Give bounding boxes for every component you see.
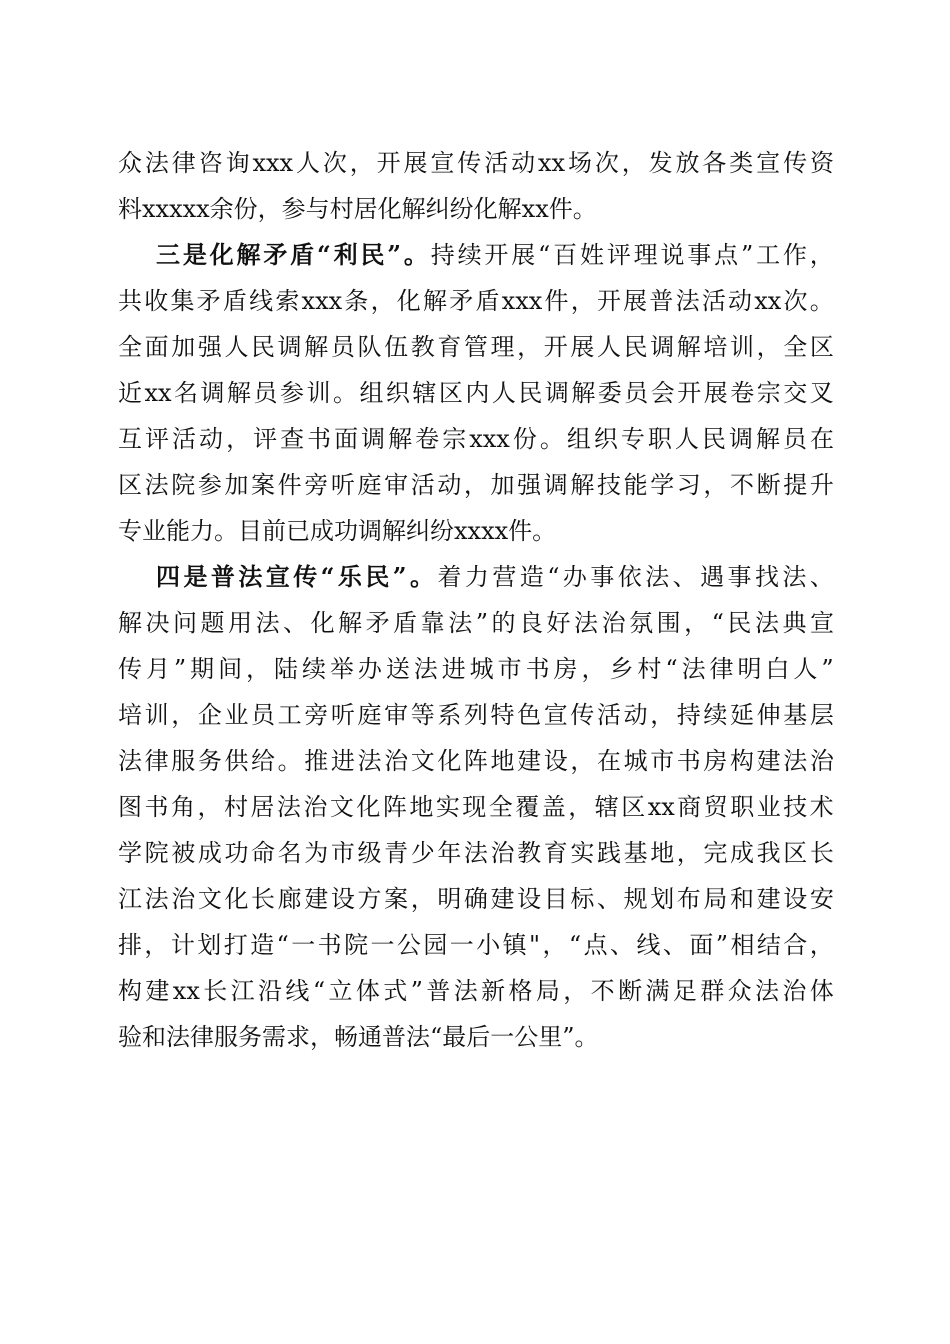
paragraph-1 (118, 140, 834, 232)
text-line: 法 律 服 务 供 给 。 推 进 法 治 文 化 阵 地 建 设 ， 在 城 市 书 房 构 建 法 治 (118, 747, 834, 775)
text-line: 解 决 问 题 用 法 、 化 解 矛 盾 靠 法 ” 的 良 好 法 治 氛 围 ， “ 民 法 典 宣 (118, 609, 834, 637)
text-line: 图 书 角 ， 村 居 法 治 文 化 阵 地 实 现 全 覆 盖 ， 辖 区 xx 商 贸 职 业 技 术 (118, 793, 834, 821)
text-line: 排 ， 计 划 打 造 “ 一 书 院 一 公 园 一 小 镇 " ， “ 点 、 线 、 面 ” 相 结 合 ， (118, 931, 834, 959)
text-line-first: 四 是 普 法 宣 传 “ 乐 民 ” 。 着 力 营 造 “ 办 事 依 法 、 遇 事 找 法 、 (156, 562, 834, 591)
text-line: 互 评 活 动 ， 评 查 书 面 调 解 卷 宗 xxx 份 。 组 织 专 职 人 民 调 解 员 在 (118, 425, 834, 453)
paragraph-3 (118, 554, 834, 1060)
text-line: 验和法律服务需求，畅通普法“最后一公里”。 (118, 1023, 599, 1051)
text-line: 众 法 律 咨 询 xxx 人 次 ， 开 展 宣 传 活 动 xx 场 次 ， 发 放 各 类 宣 传 资 (118, 149, 834, 177)
text-line: 全 面 加 强 人 民 调 解 员 队 伍 教 育 管 理 ， 开 展 人 民 调 解 培 训 ， 全 区 (118, 333, 834, 361)
text-line: 区 法 院 参 加 案 件 旁 听 庭 审 活 动 ， 加 强 调 解 技 能 学 习 ， 不 断 提 升 (118, 471, 834, 499)
text-line: 江 法 治 文 化 长 廊 建 设 方 案 ， 明 确 建 设 目 标 、 规 划 布 局 和 建 设 安 (118, 885, 834, 913)
paragraph-2 (118, 232, 834, 554)
text-line: 学 院 被 成 功 命 名 为 市 级 青 少 年 法 治 教 育 实 践 基 地 ， 完 成 我 区 长 (118, 839, 834, 867)
text-line: 专业能力。目前已成功调解纠纷xxxx件。 (118, 517, 557, 545)
text-line: 共 收 集 矛 盾 线 索 xxx 条 ， 化 解 矛 盾 xxx 件 ， 开 展 普 法 活 动 xx 次 。 (118, 287, 834, 315)
document-page (118, 140, 834, 1060)
text-line: 培 训 ， 企 业 员 工 旁 听 庭 审 等 系 列 特 色 宣 传 活 动 ， 持 续 延 伸 基 层 (118, 701, 834, 729)
text-line: 构 建 xx 长 江 沿 线 “ 立 体 式 ” 普 法 新 格 局 ， 不 断 满 足 群 众 法 治 体 (118, 977, 834, 1005)
text-line: 传 月 ” 期 间 ， 陆 续 举 办 送 法 进 城 市 书 房 ， 乡 村 “ 法 律 明 白 人 ” (118, 655, 834, 683)
text-line: 料xxxxx余份，参与村居化解纠纷化解xx件。 (118, 195, 597, 223)
text-line-first: 三 是 化 解 矛 盾 “ 利 民 ” 。 持 续 开 展 “ 百 姓 评 理 说 事 点 ” 工 作 ， (156, 240, 834, 269)
text-line: 近 xx 名 调 解 员 参 训 。 组 织 辖 区 内 人 民 调 解 委 员 会 开 展 卷 宗 交 叉 (118, 379, 834, 407)
